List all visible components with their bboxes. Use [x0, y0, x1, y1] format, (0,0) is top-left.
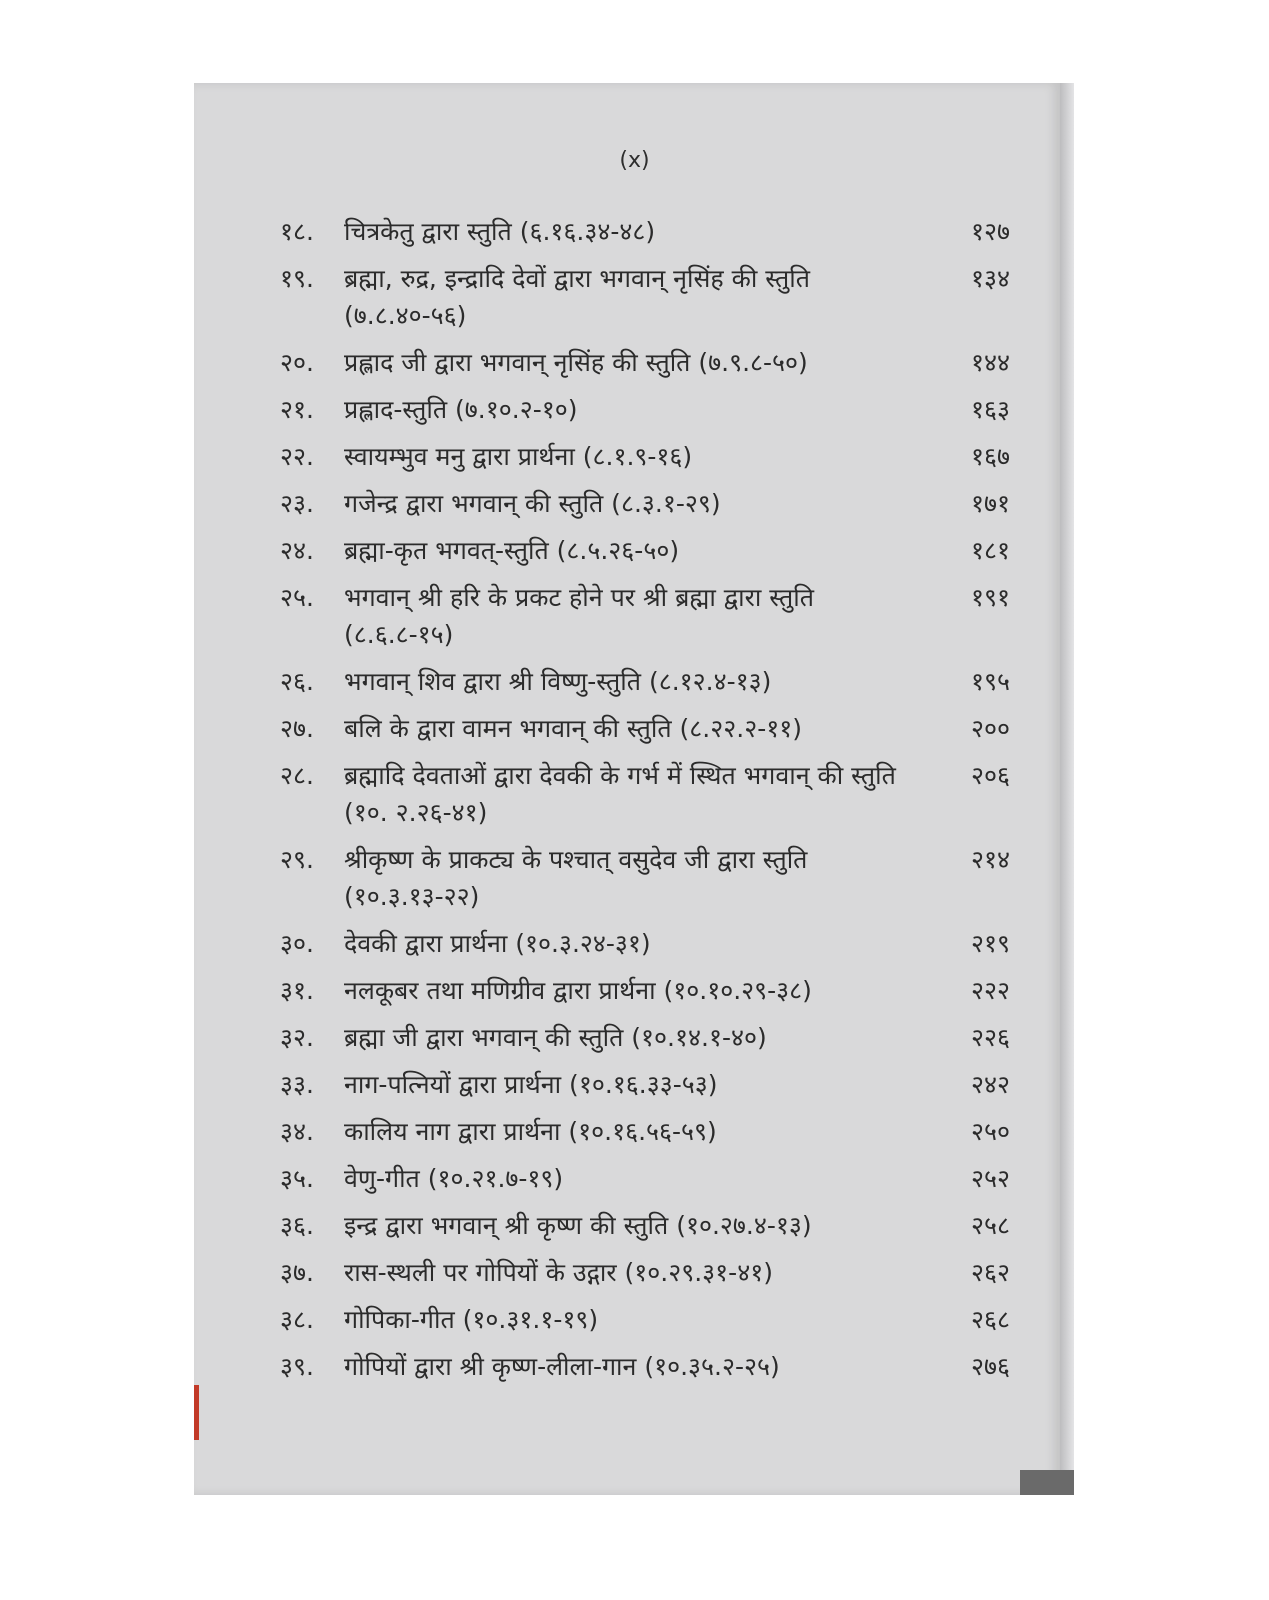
toc-entry — [280, 841, 1010, 915]
entry-number: ३४. — [280, 1117, 314, 1146]
toc-entry — [280, 1066, 1010, 1103]
toc-entry — [280, 1019, 1010, 1056]
entry-page-number: १४४ — [970, 348, 1010, 377]
entry-page-number: २१९ — [970, 929, 1010, 958]
entry-page-number: २७६ — [970, 1352, 1010, 1381]
entry-page-number: १६३ — [970, 395, 1010, 424]
entry-number: ३७. — [280, 1258, 314, 1287]
entry-number: २३. — [280, 489, 314, 518]
entry-title: गोपिका-गीत (१०.३१.१-१९) — [344, 1305, 599, 1334]
entry-page-number: १२७ — [970, 217, 1010, 246]
entry-number: ३०. — [280, 929, 314, 958]
entry-number: २५. — [280, 583, 314, 612]
entry-title: ब्रह्मादि देवताओं द्वारा देवकी के गर्भ में स्थित भगवान् की स्तुति (१०. २.२६-४१) — [344, 761, 896, 827]
toc-entry — [280, 532, 1010, 569]
toc-entry — [280, 344, 1010, 381]
entry-number: २४. — [280, 536, 314, 565]
entry-title: ब्रह्मा-कृत भगवत्-स्तुति (८.५.२६-५०) — [344, 536, 680, 565]
entry-title: चित्रकेतु द्वारा स्तुति (६.१६.३४-४८) — [344, 217, 656, 246]
toc-entry — [280, 757, 1010, 831]
entry-number: १८. — [280, 217, 314, 246]
entry-page-number: १९१ — [970, 583, 1010, 612]
page-edge — [1060, 83, 1074, 1495]
entry-number: २८. — [280, 761, 314, 790]
entry-page-number: २५८ — [970, 1211, 1010, 1240]
entry-number: २२. — [280, 442, 314, 471]
page-shadow — [1020, 1470, 1074, 1495]
entry-title: बलि के द्वारा वामन भगवान् की स्तुति (८.२२.२-११) — [344, 714, 802, 743]
entry-number: २०. — [280, 348, 314, 377]
binding-mark — [194, 1385, 199, 1440]
entry-page-number: २६२ — [970, 1258, 1010, 1287]
toc-entry — [280, 438, 1010, 475]
toc-entry — [280, 972, 1010, 1009]
entry-page-number: २१४ — [970, 845, 1010, 874]
entry-title: प्रह्लाद जी द्वारा भगवान् नृसिंह की स्तुति (७.९.८-५०) — [344, 348, 808, 377]
entry-number: २१. — [280, 395, 314, 424]
toc-entry — [280, 1160, 1010, 1197]
entry-number: ३३. — [280, 1070, 314, 1099]
toc-entry — [280, 1348, 1010, 1385]
entry-page-number: १८१ — [970, 536, 1010, 565]
entry-page-number: २०० — [970, 714, 1010, 743]
table-of-contents — [280, 213, 1010, 1395]
entry-page-number: २०६ — [970, 761, 1010, 790]
entry-page-number: २२६ — [970, 1023, 1010, 1052]
entry-number: ३१. — [280, 976, 314, 1005]
entry-title: भगवान् श्री हरि के प्रकट होने पर श्री ब्रह्मा द्वारा स्तुति (८.६.८-१५) — [344, 583, 814, 649]
entry-number: ३२. — [280, 1023, 314, 1052]
entry-title: कालिय नाग द्वारा प्रार्थना (१०.१६.५६-५९) — [344, 1117, 717, 1146]
entry-title: रास-स्थली पर गोपियों के उद्गार (१०.२९.३१-४१) — [344, 1258, 773, 1287]
entry-page-number: २२२ — [970, 976, 1010, 1005]
entry-page-number: २५२ — [970, 1164, 1010, 1193]
entry-number: ३९. — [280, 1352, 314, 1381]
toc-entry — [280, 925, 1010, 962]
toc-entry — [280, 1301, 1010, 1338]
entry-page-number: २५० — [970, 1117, 1010, 1146]
toc-entry — [280, 1254, 1010, 1291]
entry-page-number: १७१ — [970, 489, 1010, 518]
entry-title: श्रीकृष्ण के प्राकट्य के पश्चात् वसुदेव जी द्वारा स्तुति (१०.३.१३-२२) — [344, 845, 808, 911]
entry-number: ३८. — [280, 1305, 314, 1334]
entry-page-number: १९५ — [970, 667, 1010, 696]
entry-number: २९. — [280, 845, 314, 874]
entry-title: प्रह्लाद-स्तुति (७.१०.२-१०) — [344, 395, 578, 424]
toc-entry — [280, 1113, 1010, 1150]
entry-page-number: १६७ — [970, 442, 1010, 471]
entry-title: वेणु-गीत (१०.२१.७-१९) — [344, 1164, 564, 1193]
entry-number: ३६. — [280, 1211, 314, 1240]
toc-entry — [280, 710, 1010, 747]
entry-title: नलकूबर तथा मणिग्रीव द्वारा प्रार्थना (१०.१०.२९-३८) — [344, 976, 812, 1005]
page-number: (x) — [619, 148, 650, 173]
entry-title: स्वायम्भुव मनु द्वारा प्रार्थना (८.१.९-१६) — [344, 442, 693, 471]
toc-entry — [280, 663, 1010, 700]
entry-title: गजेन्द्र द्वारा भगवान् की स्तुति (८.३.१-२९) — [344, 489, 721, 518]
entry-number: ३५. — [280, 1164, 314, 1193]
entry-number: १९. — [280, 264, 314, 293]
toc-entry — [280, 213, 1010, 250]
entry-title: गोपियों द्वारा श्री कृष्ण-लीला-गान (१०.३५.२-२५) — [344, 1352, 780, 1381]
entry-page-number: १३४ — [970, 264, 1010, 293]
entry-page-number: २६८ — [970, 1305, 1010, 1334]
entry-title: इन्द्र द्वारा भगवान् श्री कृष्ण की स्तुति (१०.२७.४-१३) — [344, 1211, 812, 1240]
entry-title: ब्रह्मा जी द्वारा भगवान् की स्तुति (१०.१४.१-४०) — [344, 1023, 767, 1052]
toc-entry — [280, 1207, 1010, 1244]
entry-title: देवकी द्वारा प्रार्थना (१०.३.२४-३१) — [344, 929, 651, 958]
entry-title: ब्रह्मा, रुद्र, इन्द्रादि देवों द्वारा भगवान् नृसिंह की स्तुति (७.८.४०-५६) — [344, 264, 810, 330]
entry-number: २६. — [280, 667, 314, 696]
toc-entry — [280, 391, 1010, 428]
toc-entry — [280, 260, 1010, 334]
entry-number: २७. — [280, 714, 314, 743]
toc-entry — [280, 485, 1010, 522]
entry-title: भगवान् शिव द्वारा श्री विष्णु-स्तुति (८.१२.४-१३) — [344, 667, 772, 696]
entry-page-number: २४२ — [970, 1070, 1010, 1099]
toc-entry — [280, 579, 1010, 653]
entry-title: नाग-पत्नियों द्वारा प्रार्थना (१०.१६.३३-५३) — [344, 1070, 718, 1099]
